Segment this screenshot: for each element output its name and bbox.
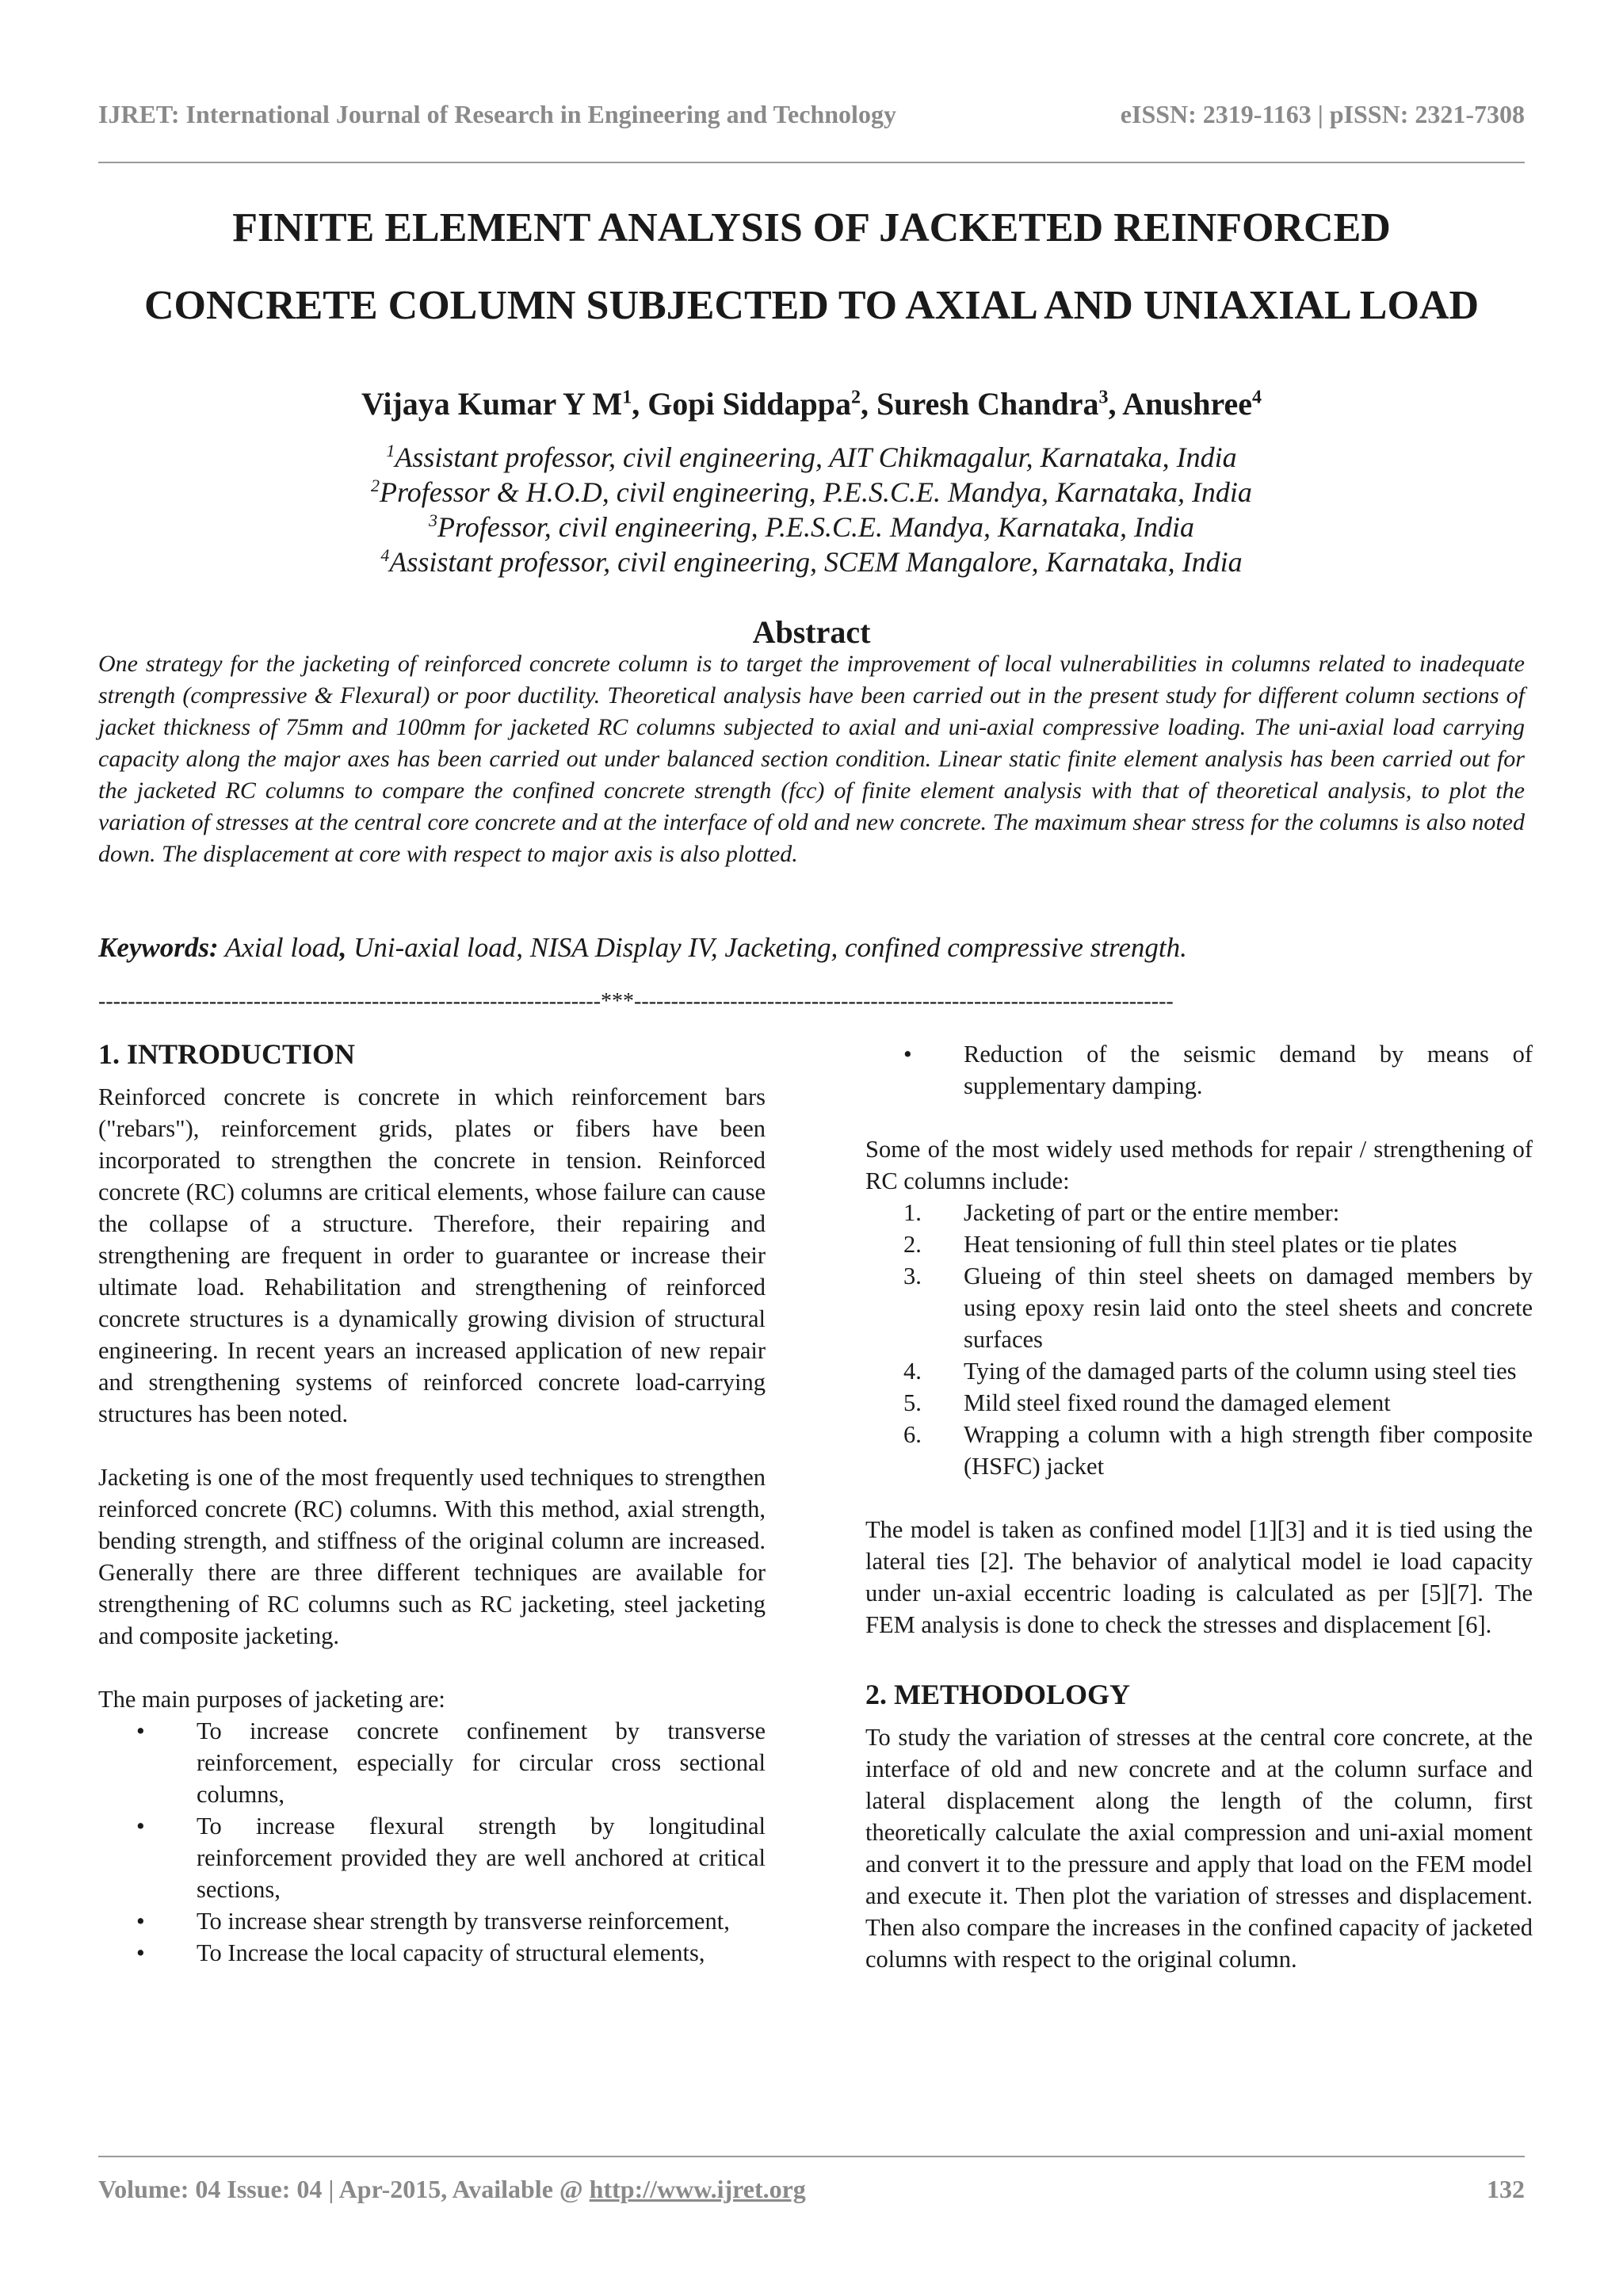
keywords-label: Keywords: — [98, 932, 219, 963]
affiliation-text: Professor, civil engineering, P.E.S.C.E. Mandya, Karnataka, India — [437, 511, 1194, 543]
list-item-text: To increase shear strength by transverse reinforcement, — [197, 1908, 730, 1935]
intro-paragraph-5: The model is taken as confined model [1][3] and it is tied using the lateral ties [2]. The behavior of analytical model ie load capacity under un-axial eccentric loading is calculated as per [5][7]. The FEM analysis is done to check the stresses and displacement [6]. — [865, 1516, 1533, 1638]
intro-paragraph-3: The main purposes of jacketing are: — [98, 1686, 445, 1713]
list-number: 5. — [903, 1389, 922, 1416]
list-item-text: To Increase the local capacity of structural elements, — [197, 1939, 705, 1966]
footer-volume — [98, 2175, 806, 2204]
affiliation — [0, 476, 1623, 509]
affiliation-sup: 1 — [386, 441, 395, 460]
author-name: Suresh Chandra — [876, 386, 1099, 422]
list-item — [865, 1355, 1533, 1387]
author-name: Gopi Siddappa — [647, 386, 852, 422]
author-name: Vijaya Kumar Y M — [361, 386, 623, 422]
list-item — [98, 1905, 766, 1937]
footer-volume-text: Volume: 04 Issue: 04 | Apr-2015, Available @ — [98, 2175, 590, 2203]
list-item — [865, 1228, 1533, 1260]
list-item — [865, 1038, 1533, 1102]
affiliation — [0, 510, 1623, 544]
keyword-first: Axial load — [224, 932, 340, 963]
issn: eISSN: 2319-1163 | pISSN: 2321-7308 — [1120, 100, 1525, 128]
list-item-text: Heat tensioning of full thin steel plates or tie plates — [964, 1231, 1457, 1258]
paper-title-line-1: FINITE ELEMENT ANALYSIS OF JACKETED REINFORCED — [232, 205, 1391, 250]
list-item — [865, 1387, 1533, 1419]
list-item-text: Jacketing of part or the entire member: — [964, 1199, 1340, 1226]
list-item — [865, 1419, 1533, 1482]
list-item — [865, 1197, 1533, 1228]
keywords: Keywords: Axial load, Uni-axial load, NISA Display IV, Jacketing, confined compressive strength. — [98, 932, 1187, 963]
footer-rule — [98, 2156, 1525, 2157]
bullet-mark: • — [136, 1813, 145, 1839]
list-item-text: Tying of the damaged parts of the column using steel ties — [964, 1358, 1517, 1385]
left-column — [98, 1038, 766, 1969]
author-sup: 3 — [1098, 387, 1109, 408]
author-sup: 1 — [622, 387, 632, 408]
list-item — [98, 1937, 766, 1969]
methodology-paragraph-1: To study the variation of stresses at the central core concrete, at the interface of old and new concrete and at the column surface and lateral displacement along the length of the column, first theoretically calculate the axial compression and uni-axial moment and convert it to the pressure and apply that load on the FEM model and execute it. Then plot the variation of stresses and displacement. Then also compare the increases in the confined capacity of jacketed columns with respect to the original column. — [865, 1724, 1533, 1973]
methodology-heading: 2. METHODOLOGY — [865, 1679, 1131, 1710]
repair-methods-list — [865, 1197, 1533, 1482]
journal-url-link[interactable]: http://www.ijret.org — [589, 2175, 806, 2203]
author-sup: 4 — [1252, 387, 1262, 408]
list-item-text: Glueing of thin steel sheets on damaged members by using epoxy resin laid onto the steel sheets and concrete surfaces — [964, 1263, 1533, 1353]
list-item-text: To increase concrete confinement by transverse reinforcement, especially for circular cross sectional columns, — [197, 1717, 766, 1808]
list-item — [98, 1715, 766, 1810]
list-item-text: Wrapping a column with a high strength fiber composite (HSFC) jacket — [964, 1421, 1533, 1480]
section-divider: --------------------------------------------------------------------***------------------------------------------------------------------------- — [98, 989, 1174, 1014]
abstract-heading: Abstract — [752, 614, 871, 650]
list-number: 6. — [903, 1421, 922, 1448]
affiliation — [0, 441, 1623, 474]
intro-paragraph-2: Jacketing is one of the most frequently used techniques to strengthen reinforced concrete (RC) columns. With this method, axial strength, bending strength, and stiffness of the original column are increased. Generally there are three different techniques are available for strengthening of RC columns such as RC jacketing, steel jacketing and composite jacketing. — [98, 1464, 766, 1649]
jacketing-purposes-list-cont — [865, 1038, 1533, 1102]
list-item — [865, 1260, 1533, 1355]
list-item-text: Reduction of the seismic demand by means of supplementary damping. — [964, 1041, 1533, 1099]
list-number: 4. — [903, 1358, 922, 1385]
affiliation-text: Professor & H.O.D, civil engineering, P.E.S.C.E. Mandya, Karnataka, India — [380, 476, 1252, 508]
page-number: 132 — [1487, 2175, 1525, 2203]
list-number: 3. — [903, 1263, 922, 1289]
intro-paragraph-4: Some of the most widely used methods for repair / strengthening of RC columns include: — [865, 1136, 1533, 1194]
intro-heading: 1. INTRODUCTION — [98, 1038, 356, 1070]
affiliation-text: Assistant professor, civil engineering, AIT Chikmagalur, Karnataka, India — [395, 441, 1237, 473]
bullet-mark: • — [136, 1717, 145, 1744]
author-list: Vijaya Kumar Y $M^1$, Gopi Siddappa$^2$, Suresh Chandra$^3$, Anushree$^4$ — [361, 386, 1262, 422]
bullet-mark: • — [903, 1041, 912, 1068]
list-item-text: To increase flexural strength by longitudinal reinforcement provided they are well anchored at critical sections, — [197, 1813, 766, 1903]
header-rule — [98, 162, 1525, 163]
bullet-mark: • — [136, 1908, 145, 1935]
jacketing-purposes-list — [98, 1715, 766, 1969]
intro-paragraph-1: Reinforced concrete is concrete in which reinforcement bars ("rebars"), reinforcement grids, plates or fibers have been incorporated to strengthen the concrete in tension. Reinforced concrete (RC) columns are critical elements, whose failure can cause the collapse of a structure. Therefore, their repairing and strengthening are frequent in order to guarantee or increase their ultimate load. Rehabilitation and strengthening of reinforced concrete structures is a dynamically growing division of structural engineering. In recent years an increased application of new repair and strengthening systems of reinforced concrete load-carrying structures has been noted. — [98, 1083, 766, 1427]
journal-name: IJRET: International Journal of Research in Engineering and Technology — [98, 100, 896, 128]
keywords-rest: Uni-axial load, NISA Display IV, Jacketing, confined compressive strength. — [346, 932, 1187, 963]
list-number: 2. — [903, 1231, 922, 1258]
affiliation-sup: 3 — [429, 510, 438, 530]
list-item-text: Mild steel fixed round the damaged element — [964, 1389, 1391, 1416]
author-sup: 2 — [851, 387, 861, 408]
affiliation-text: Assistant professor, civil engineering, SCEM Mangalore, Karnataka, India — [389, 546, 1243, 578]
bullet-mark: • — [136, 1939, 145, 1966]
abstract-body: One strategy for the jacketing of reinforced concrete column is to target the improvement of local vulnerabilities in columns related to inadequate strength (compressive & Flexural) or poor ductility. Theoretical analysis have been carried out in the present study for different column sections of jacket thickness of 75mm and 100mm for jacketed RC columns subjected to axial and uni-axial compressive loading. The uni-axial load carrying capacity along the major axes has been carried out under balanced section condition. Linear static finite element analysis has been carried out for the jacketed RC columns to compare the confined concrete strength (fcc) of finite element analysis with that of theoretical analysis, to plot the variation of stresses at the central core concrete and at the interface of old and new concrete. The maximum shear stress for the columns is also noted down. The displacement at core with respect to major axis is also plotted. — [98, 651, 1525, 867]
affiliation-sup: 2 — [371, 476, 380, 495]
right-column — [865, 1038, 1533, 1975]
author-name: Anushree — [1122, 386, 1253, 422]
affiliation-sup: 4 — [380, 545, 390, 565]
paper-title-line-2: CONCRETE COLUMN SUBJECTED TO AXIAL AND UNIAXIAL LOAD — [143, 283, 1480, 328]
affiliation — [0, 545, 1623, 579]
list-number: 1. — [903, 1199, 922, 1226]
list-item — [98, 1810, 766, 1905]
